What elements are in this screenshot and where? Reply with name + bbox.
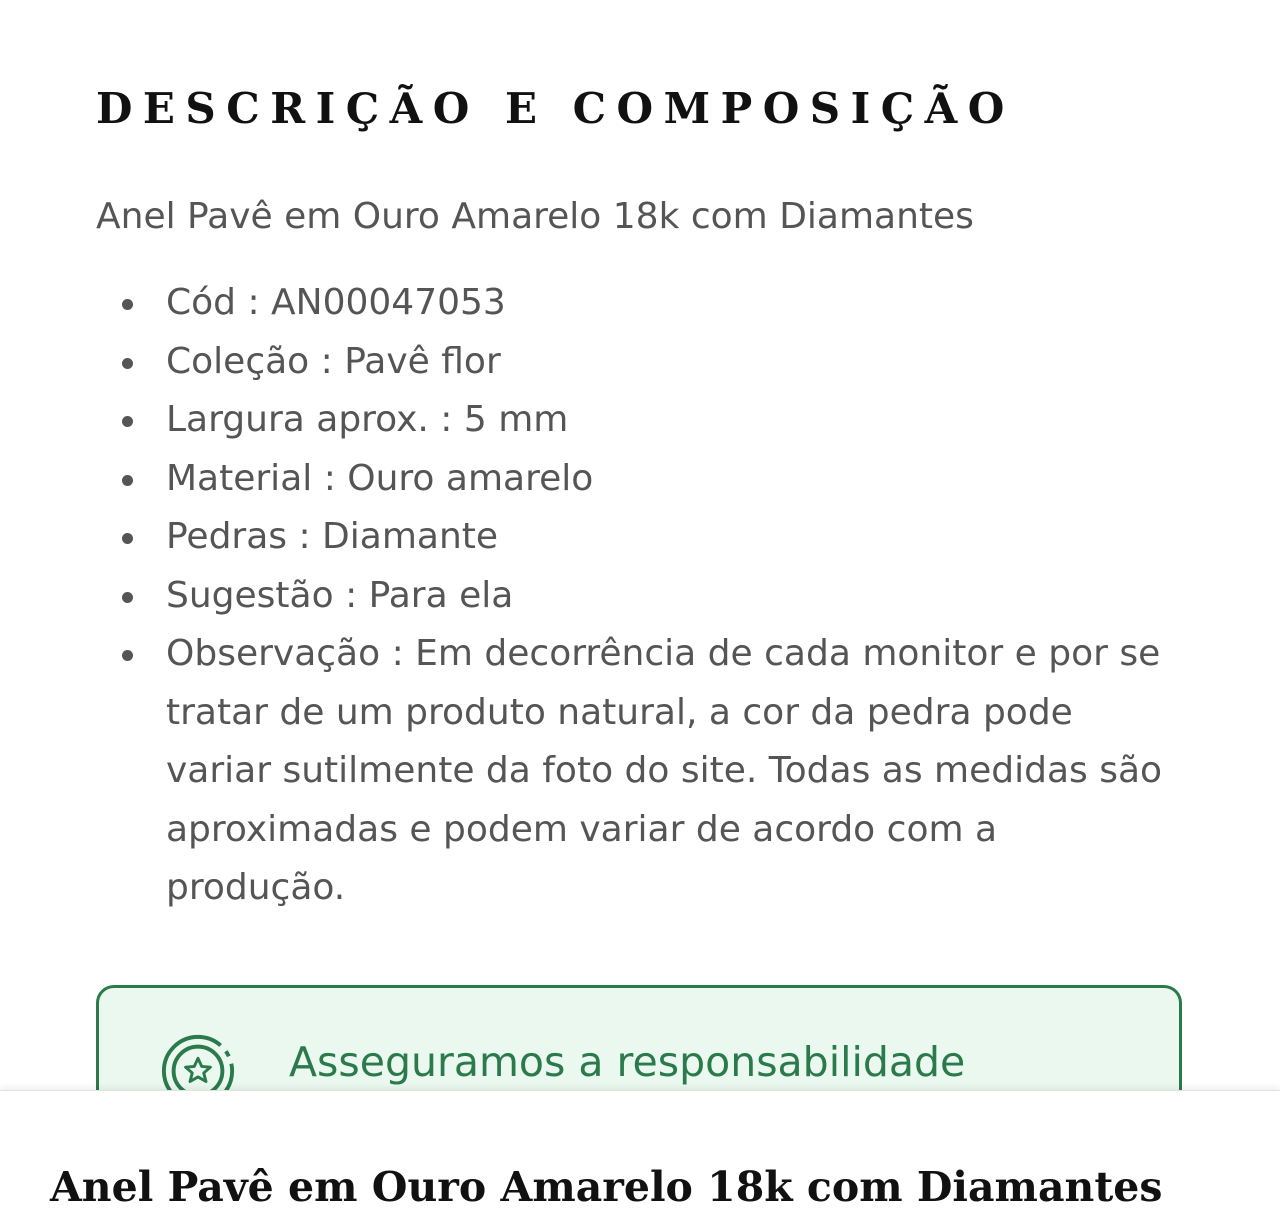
guarantee-banner[interactable]: [96, 985, 1182, 1090]
bullet-icon: [122, 650, 133, 661]
spec-stones-text: Pedras : Diamante: [166, 516, 499, 557]
spec-material-text: Material : Ouro amarelo: [166, 457, 594, 499]
bullet-icon: [122, 533, 133, 544]
spec-observation: [118, 625, 1178, 918]
bullet-icon: [122, 299, 133, 310]
product-description: Anel Pavê em Ouro Amarelo 18k com Diamantes: [96, 196, 974, 237]
spec-width: [118, 391, 1178, 450]
guarantee-text: Asseguramos a responsabilidade: [289, 1038, 966, 1086]
sticky-product-bar: [0, 1090, 1280, 1232]
spec-code: [118, 274, 1178, 333]
bullet-icon: [122, 475, 133, 486]
bullet-icon: [122, 358, 133, 369]
bullet-icon: [122, 592, 133, 603]
section-title: DESCRIÇÃO E COMPOSIÇÃO: [96, 84, 1015, 133]
spec-collection-text: Coleção : Pavê flor: [166, 340, 501, 382]
spec-list: [118, 274, 1178, 918]
spec-collection: [118, 333, 1178, 392]
spec-suggestion-text: Sugestão : Para ela: [166, 574, 514, 616]
spec-stones: [118, 508, 1178, 567]
spec-material: [118, 450, 1178, 509]
spec-observation-text: Observação : Em decorrência de cada monitor e por se tratar de um produto natural, a cor da pedra pode variar sutilmente da foto do site. Todas as medidas são aproximadas e podem variar de acordo com a produção.: [166, 633, 1163, 908]
bullet-icon: [122, 416, 133, 427]
star-badge-icon: [159, 1032, 237, 1090]
product-title: Anel Pavê em Ouro Amarelo 18k com Diamantes: [50, 1163, 1163, 1211]
spec-code-text: Cód : AN00047053: [166, 282, 506, 323]
spec-width-text: Largura aprox. : 5 mm: [166, 399, 569, 440]
spec-suggestion: [118, 567, 1178, 626]
